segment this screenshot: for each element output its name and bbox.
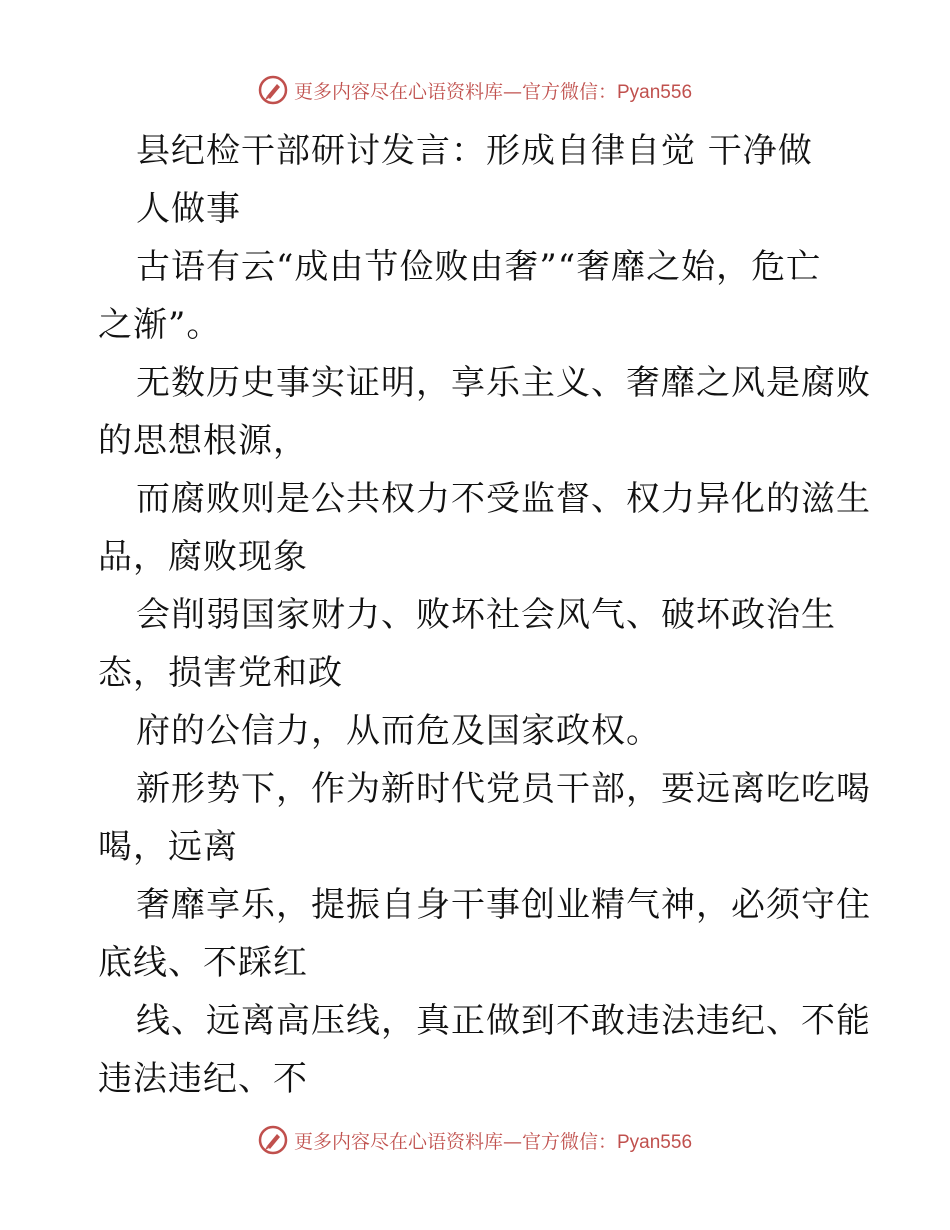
banner-dash: — <box>502 80 522 103</box>
paragraph-line: 态，损害党和政 <box>98 653 343 693</box>
banner-wechat-id: Pyan556 <box>617 1131 693 1153</box>
title-line-2: 人做事 <box>136 189 241 229</box>
banner-wechat-label: 官方微信： <box>521 80 617 103</box>
paragraph-line: 无数历史事实证明，享乐主义、奢靡之风是腐败 <box>136 363 871 403</box>
paragraph-line: 而腐败则是公共权力不受监督、权力异化的滋生 <box>136 479 871 519</box>
paragraph-line: 新形势下，作为新时代党员干部，要远离吃吃喝 <box>136 769 871 809</box>
banner-text <box>294 77 692 104</box>
title-line-1: 县纪检干部研讨发言：形成自律自觉 干净做 <box>136 131 813 171</box>
pen-logo-icon <box>258 75 288 105</box>
footer-banner <box>0 1120 950 1160</box>
banner-dash: — <box>502 1130 522 1153</box>
header-banner <box>0 70 950 110</box>
paragraph-line: 品，腐败现象 <box>98 537 308 577</box>
banner-main: 更多内容尽在心语资料库 <box>293 80 503 103</box>
paragraph-line: 奢靡享乐，提振自身干事创业精气神，必须守住 <box>136 885 871 925</box>
banner-text <box>294 1127 692 1154</box>
document-body <box>98 122 871 1108</box>
banner-main: 更多内容尽在心语资料库 <box>293 1130 503 1153</box>
banner-wechat-id: Pyan556 <box>617 81 693 103</box>
banner-wechat-label: 官方微信： <box>521 1130 617 1153</box>
paragraph-line: 的思想根源， <box>98 421 308 461</box>
pen-logo-icon <box>258 1125 288 1155</box>
paragraph-line: 会削弱国家财力、败坏社会风气、破坏政治生 <box>136 595 836 635</box>
paragraph-line: 之渐”。 <box>98 305 222 345</box>
paragraph-line: 喝，远离 <box>98 827 238 867</box>
paragraph-line: 府的公信力，从而危及国家政权。 <box>136 711 661 751</box>
paragraph-line: 线、远离高压线，真正做到不敢违法违纪、不能 <box>136 1001 871 1041</box>
paragraph-line: 违法违纪、不 <box>98 1059 308 1099</box>
paragraph-line: 古语有云“成由节俭败由奢”“奢靡之始，危亡 <box>136 247 822 287</box>
paragraph-line: 底线、不踩红 <box>98 943 308 983</box>
